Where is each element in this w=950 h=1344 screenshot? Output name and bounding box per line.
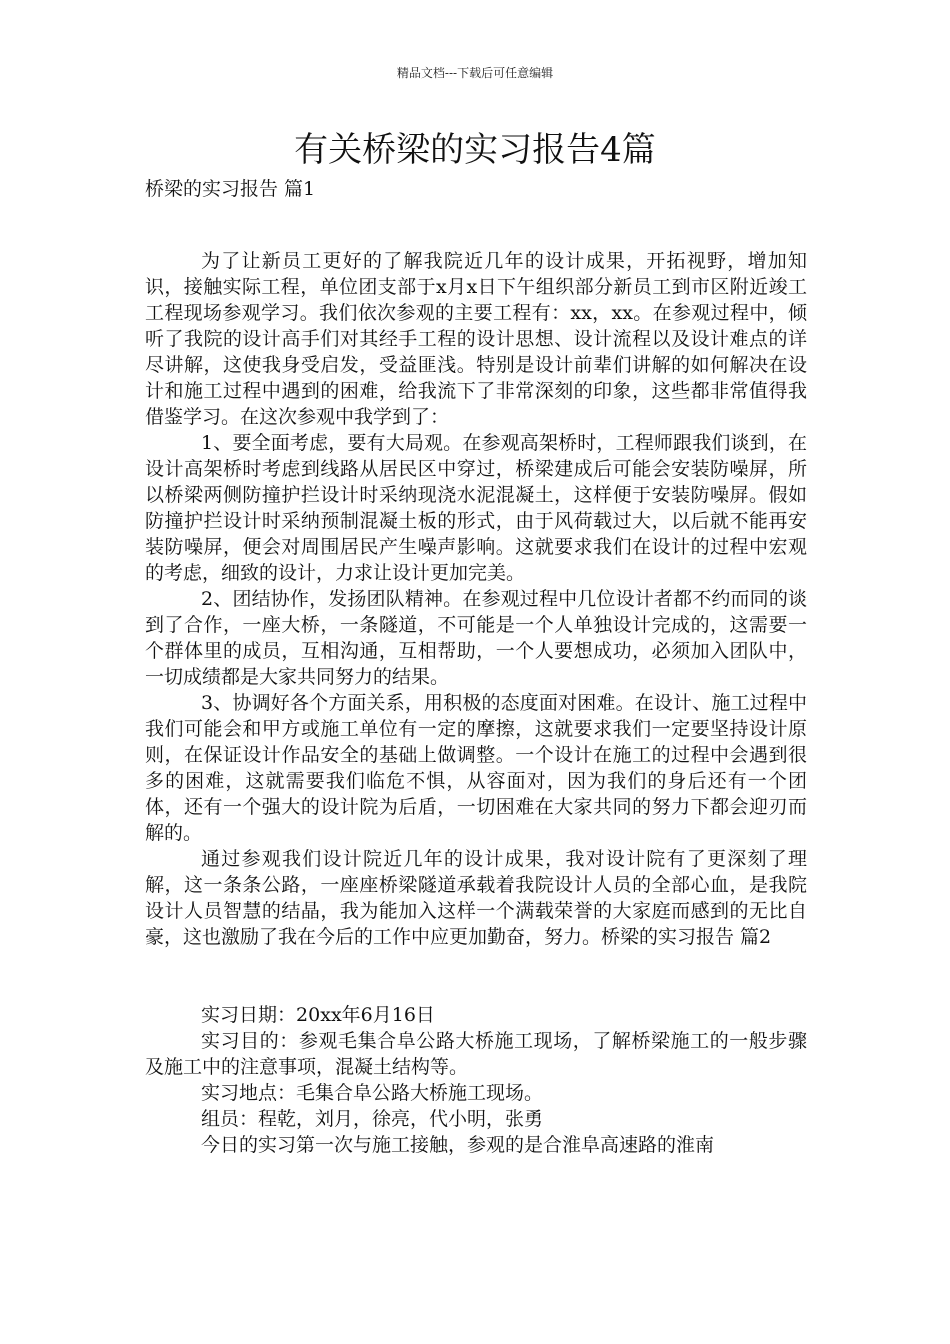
paragraph: 3、协调好各个方面关系，用积极的态度面对困难。在设计、施工过程中我们可能会和甲方或施工单位有一定的摩擦，这就要求我们一定要坚持设计原则，在保证设计作品安全的基础上做调整。一个设计在施工的过程中会遇到很多的困难，这就需要我们临危不惧，从容面对，因为我们的身后还有一个团体，还有一个强大的设计院为后盾，一切困难在大家共同的努力下都会迎刃而解的。 [145, 692, 807, 844]
paragraph: 实习日期：20xx年6月16日 [201, 1004, 435, 1026]
document-title: 有关桥梁的实习报告4篇 [294, 130, 656, 170]
paragraph: 1、要全面考虑，要有大局观。在参观高架桥时，工程师跟我们谈到，在设计高架桥时考虑到线路从居民区中穿过，桥梁建成后可能会安装防噪屏，所以桥梁两侧防撞护拦设计时采纳现浇水泥混凝土，这样便于安装防噪屏。假如防撞护拦设计时采纳预制混凝土板的形式，由于风荷载过大，以后就不能再安装防噪屏，便会对周围居民产生噪声影响。这就要求我们在设计的过程中宏观的考虑，细致的设计，力求让设计更加完美。 [145, 432, 807, 584]
paragraph: 实习地点：毛集合阜公路大桥施工现场。 [201, 1082, 544, 1104]
blank-space [145, 950, 807, 1002]
paragraph: 为了让新员工更好的了解我院近几年的设计成果，开拓视野，增加知识，接触实际工程，单位团支部于x月x日下午组织部分新员工到市区附近竣工工程现场参观学习。我们依次参观的主要工程有：xx，xx。在参观过程中，倾听了我院的设计高手们对其经手工程的设计思想、设计流程以及设计难点的详尽讲解，这使我身受启发，受益匪浅。特别是设计前辈们讲解的如何解决在设计和施工过程中遇到的困难，给我流下了非常深刻的印象，这些都非常值得我借鉴学习。在这次参观中我学到了： [145, 250, 807, 428]
paragraph: 今日的实习第一次与施工接触，参观的是合淮阜高速路的淮南 [201, 1134, 715, 1156]
paragraph: 2、团结协作，发扬团队精神。在参观过程中几位设计者都不约而同的谈到了合作，一座大桥，一条隧道，不可能是一个人单独设计完成的，这需要一个群体里的成员，互相沟通，互相帮助，一个人要想成功，必须加入团队中，一切成绩都是大家共同努力的结果。 [145, 588, 807, 688]
page-header: 精品文档---下载后可任意编辑 [396, 66, 554, 80]
paragraph: 组员：程乾，刘月，徐亮，代小明，张勇 [201, 1108, 544, 1130]
document-body [145, 248, 807, 1158]
paragraph: 实习目的：参观毛集合阜公路大桥施工现场，了解桥梁施工的一般步骤及施工中的注意事项，混凝土结构等。 [145, 1030, 807, 1078]
paragraph: 通过参观我们设计院近几年的设计成果，我对设计院有了更深刻了理解，这一条条公路，一座座桥梁隧道承载着我院设计人员的全部心血，是我院设计人员智慧的结晶，我为能加入这样一个满载荣誉的大家庭而感到的无比自豪，这也激励了我在今后的工作中应更加勤奋，努力。桥梁的实习报告 篇2 [145, 848, 807, 948]
section-heading: 桥梁的实习报告 篇1 [145, 178, 316, 200]
